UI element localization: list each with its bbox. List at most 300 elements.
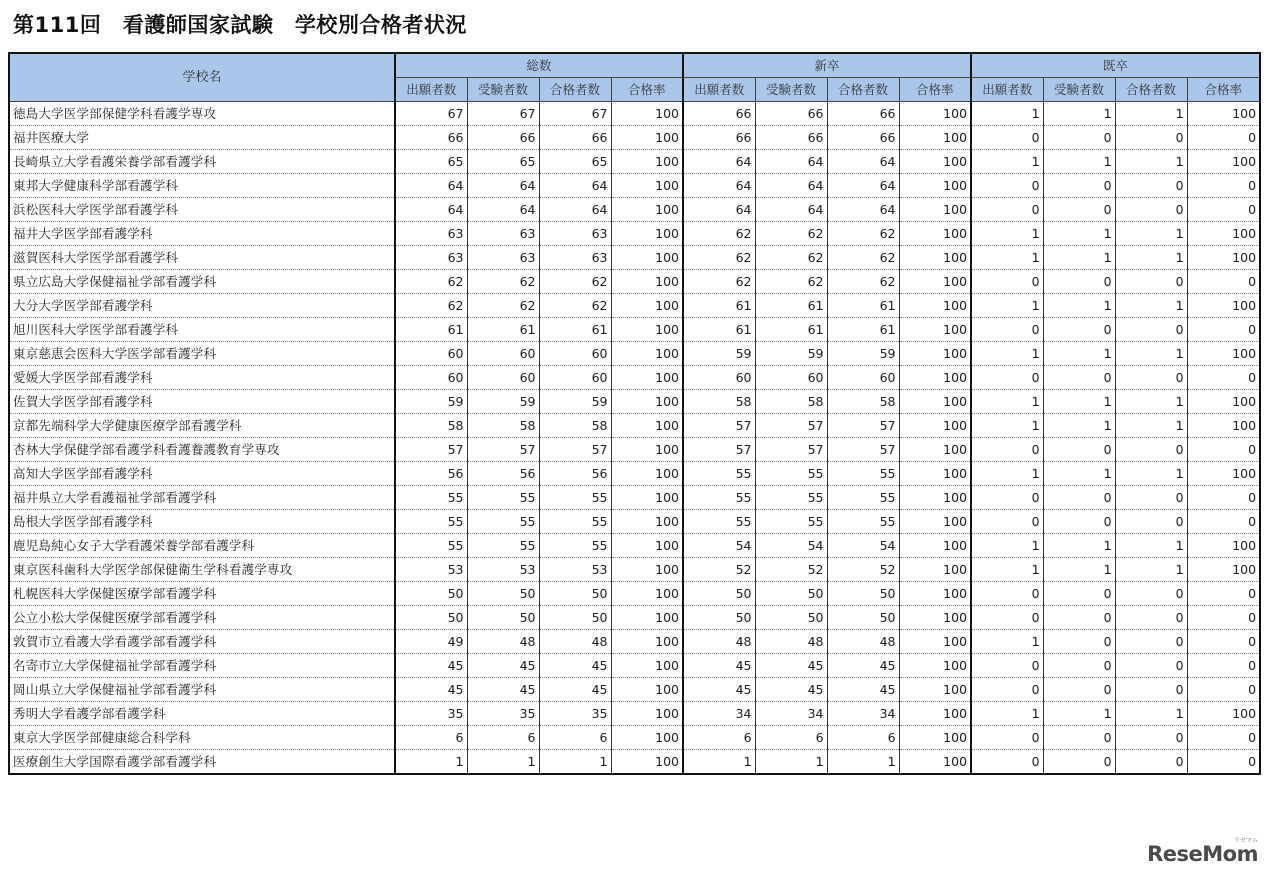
school-name-cell: 滋賀医科大学医学部看護学科 — [9, 246, 395, 270]
new-grad-passers-cell: 52 — [827, 558, 899, 582]
past-grad-applicants-cell: 1 — [971, 222, 1043, 246]
table-row — [9, 582, 1260, 606]
new-grad-applicants-cell: 55 — [683, 486, 755, 510]
table-row — [9, 150, 1260, 174]
total-examinees-cell: 60 — [467, 366, 539, 390]
total-applicants-cell: 65 — [395, 150, 467, 174]
total-passers-cell: 48 — [539, 630, 611, 654]
total-passers-cell: 63 — [539, 222, 611, 246]
past-grad-passers-cell: 1 — [1115, 246, 1187, 270]
group-header-total: 総数 — [395, 53, 683, 78]
total-pass-rate-cell: 100 — [611, 126, 683, 150]
total-applicants-cell: 62 — [395, 294, 467, 318]
col-header-applicants: 出願者数 — [971, 78, 1043, 102]
total-applicants-cell: 64 — [395, 198, 467, 222]
total-applicants-cell: 50 — [395, 582, 467, 606]
past-grad-pass-rate-cell: 0 — [1187, 270, 1260, 294]
past-grad-examinees-cell: 0 — [1043, 318, 1115, 342]
new-grad-examinees-cell: 66 — [755, 102, 827, 126]
past-grad-examinees-cell: 1 — [1043, 558, 1115, 582]
total-pass-rate-cell: 100 — [611, 606, 683, 630]
new-grad-pass-rate-cell: 100 — [899, 126, 971, 150]
total-pass-rate-cell: 100 — [611, 102, 683, 126]
col-header-examinees: 受験者数 — [755, 78, 827, 102]
new-grad-pass-rate-cell: 100 — [899, 558, 971, 582]
past-grad-examinees-cell: 1 — [1043, 534, 1115, 558]
total-pass-rate-cell: 100 — [611, 438, 683, 462]
total-pass-rate-cell: 100 — [611, 654, 683, 678]
past-grad-applicants-cell: 1 — [971, 102, 1043, 126]
table-row — [9, 174, 1260, 198]
past-grad-applicants-cell: 1 — [971, 462, 1043, 486]
total-examinees-cell: 45 — [467, 678, 539, 702]
total-passers-cell: 35 — [539, 702, 611, 726]
total-applicants-cell: 66 — [395, 126, 467, 150]
total-passers-cell: 62 — [539, 294, 611, 318]
table-row — [9, 294, 1260, 318]
total-examinees-cell: 48 — [467, 630, 539, 654]
total-passers-cell: 50 — [539, 606, 611, 630]
past-grad-applicants-cell: 0 — [971, 174, 1043, 198]
total-passers-cell: 58 — [539, 414, 611, 438]
total-passers-cell: 50 — [539, 582, 611, 606]
school-name-cell: 札幌医科大学保健医療学部看護学科 — [9, 582, 395, 606]
table-row — [9, 462, 1260, 486]
past-grad-pass-rate-cell: 100 — [1187, 246, 1260, 270]
total-pass-rate-cell: 100 — [611, 342, 683, 366]
new-grad-applicants-cell: 62 — [683, 246, 755, 270]
school-name-cell: 福井県立大学看護福祉学部看護学科 — [9, 486, 395, 510]
table-row — [9, 366, 1260, 390]
new-grad-examinees-cell: 58 — [755, 390, 827, 414]
total-applicants-cell: 35 — [395, 702, 467, 726]
school-name-cell: 鹿児島純心女子大学看護栄養学部看護学科 — [9, 534, 395, 558]
past-grad-passers-cell: 0 — [1115, 510, 1187, 534]
new-grad-examinees-cell: 57 — [755, 414, 827, 438]
past-grad-pass-rate-cell: 100 — [1187, 462, 1260, 486]
new-grad-passers-cell: 34 — [827, 702, 899, 726]
new-grad-passers-cell: 55 — [827, 510, 899, 534]
total-passers-cell: 60 — [539, 366, 611, 390]
past-grad-applicants-cell: 1 — [971, 246, 1043, 270]
total-pass-rate-cell: 100 — [611, 702, 683, 726]
table-row — [9, 222, 1260, 246]
total-examinees-cell: 63 — [467, 222, 539, 246]
new-grad-pass-rate-cell: 100 — [899, 630, 971, 654]
school-name-cell: 京都先端科学大学健康医療学部看護学科 — [9, 414, 395, 438]
new-grad-applicants-cell: 6 — [683, 726, 755, 750]
new-grad-applicants-cell: 66 — [683, 102, 755, 126]
total-examinees-cell: 66 — [467, 126, 539, 150]
total-applicants-cell: 1 — [395, 750, 467, 775]
new-grad-applicants-cell: 62 — [683, 270, 755, 294]
past-grad-examinees-cell: 0 — [1043, 630, 1115, 654]
past-grad-examinees-cell: 1 — [1043, 222, 1115, 246]
total-applicants-cell: 63 — [395, 246, 467, 270]
logo-text: ReseMom — [1147, 842, 1258, 866]
total-examinees-cell: 53 — [467, 558, 539, 582]
table-row — [9, 438, 1260, 462]
school-name-cell: 東邦大学健康科学部看護学科 — [9, 174, 395, 198]
new-grad-passers-cell: 64 — [827, 198, 899, 222]
new-grad-examinees-cell: 1 — [755, 750, 827, 775]
school-name-cell: 旭川医科大学医学部看護学科 — [9, 318, 395, 342]
total-pass-rate-cell: 100 — [611, 270, 683, 294]
new-grad-pass-rate-cell: 100 — [899, 726, 971, 750]
past-grad-applicants-cell: 0 — [971, 486, 1043, 510]
past-grad-pass-rate-cell: 0 — [1187, 198, 1260, 222]
new-grad-examinees-cell: 55 — [755, 462, 827, 486]
col-header-applicants: 出願者数 — [683, 78, 755, 102]
col-header-applicants: 出願者数 — [395, 78, 467, 102]
total-examinees-cell: 62 — [467, 294, 539, 318]
total-examinees-cell: 56 — [467, 462, 539, 486]
past-grad-passers-cell: 1 — [1115, 558, 1187, 582]
past-grad-applicants-cell: 1 — [971, 150, 1043, 174]
past-grad-pass-rate-cell: 100 — [1187, 414, 1260, 438]
new-grad-examinees-cell: 61 — [755, 318, 827, 342]
new-grad-passers-cell: 57 — [827, 414, 899, 438]
past-grad-examinees-cell: 1 — [1043, 462, 1115, 486]
past-grad-applicants-cell: 1 — [971, 558, 1043, 582]
past-grad-pass-rate-cell: 0 — [1187, 126, 1260, 150]
resemom-logo — [1147, 837, 1258, 866]
new-grad-passers-cell: 58 — [827, 390, 899, 414]
new-grad-examinees-cell: 45 — [755, 654, 827, 678]
total-applicants-cell: 50 — [395, 606, 467, 630]
total-pass-rate-cell: 100 — [611, 222, 683, 246]
new-grad-examinees-cell: 64 — [755, 174, 827, 198]
total-examinees-cell: 59 — [467, 390, 539, 414]
new-grad-applicants-cell: 55 — [683, 510, 755, 534]
new-grad-applicants-cell: 54 — [683, 534, 755, 558]
past-grad-applicants-cell: 1 — [971, 414, 1043, 438]
new-grad-applicants-cell: 64 — [683, 174, 755, 198]
school-name-cell: 公立小松大学保健医療学部看護学科 — [9, 606, 395, 630]
school-name-cell: 杏林大学保健学部看護学科看護養護教育学専攻 — [9, 438, 395, 462]
past-grad-pass-rate-cell: 100 — [1187, 558, 1260, 582]
group-header-new-grad: 新卒 — [683, 53, 971, 78]
table-row — [9, 414, 1260, 438]
new-grad-examinees-cell: 60 — [755, 366, 827, 390]
new-grad-passers-cell: 64 — [827, 174, 899, 198]
total-pass-rate-cell: 100 — [611, 462, 683, 486]
past-grad-applicants-cell: 0 — [971, 750, 1043, 775]
total-pass-rate-cell: 100 — [611, 366, 683, 390]
past-grad-pass-rate-cell: 100 — [1187, 342, 1260, 366]
total-examinees-cell: 50 — [467, 606, 539, 630]
total-applicants-cell: 60 — [395, 342, 467, 366]
school-name-header: 学校名 — [9, 53, 395, 102]
total-passers-cell: 65 — [539, 150, 611, 174]
total-applicants-cell: 57 — [395, 438, 467, 462]
new-grad-examinees-cell: 57 — [755, 438, 827, 462]
past-grad-passers-cell: 1 — [1115, 222, 1187, 246]
past-grad-pass-rate-cell: 0 — [1187, 438, 1260, 462]
school-name-cell: 福井大学医学部看護学科 — [9, 222, 395, 246]
new-grad-applicants-cell: 55 — [683, 462, 755, 486]
total-examinees-cell: 60 — [467, 342, 539, 366]
total-examinees-cell: 65 — [467, 150, 539, 174]
new-grad-applicants-cell: 62 — [683, 222, 755, 246]
new-grad-examinees-cell: 59 — [755, 342, 827, 366]
school-name-cell: 医療創生大学国際看護学部看護学科 — [9, 750, 395, 775]
table-row — [9, 270, 1260, 294]
new-grad-applicants-cell: 45 — [683, 654, 755, 678]
new-grad-pass-rate-cell: 100 — [899, 654, 971, 678]
total-pass-rate-cell: 100 — [611, 294, 683, 318]
past-grad-examinees-cell: 0 — [1043, 270, 1115, 294]
total-passers-cell: 61 — [539, 318, 611, 342]
total-pass-rate-cell: 100 — [611, 750, 683, 775]
school-name-cell: 愛媛大学医学部看護学科 — [9, 366, 395, 390]
past-grad-applicants-cell: 0 — [971, 654, 1043, 678]
table-row — [9, 702, 1260, 726]
new-grad-examinees-cell: 50 — [755, 606, 827, 630]
col-header-pass-rate: 合格率 — [1187, 78, 1260, 102]
total-pass-rate-cell: 100 — [611, 318, 683, 342]
col-header-examinees: 受験者数 — [1043, 78, 1115, 102]
new-grad-applicants-cell: 64 — [683, 150, 755, 174]
new-grad-pass-rate-cell: 100 — [899, 438, 971, 462]
total-applicants-cell: 6 — [395, 726, 467, 750]
new-grad-pass-rate-cell: 100 — [899, 702, 971, 726]
total-passers-cell: 64 — [539, 174, 611, 198]
new-grad-pass-rate-cell: 100 — [899, 150, 971, 174]
past-grad-applicants-cell: 0 — [971, 438, 1043, 462]
past-grad-examinees-cell: 1 — [1043, 294, 1115, 318]
school-name-cell: 徳島大学医学部保健学科看護学専攻 — [9, 102, 395, 126]
new-grad-applicants-cell: 57 — [683, 414, 755, 438]
new-grad-applicants-cell: 60 — [683, 366, 755, 390]
total-passers-cell: 66 — [539, 126, 611, 150]
school-name-cell: 県立広島大学保健福祉学部看護学科 — [9, 270, 395, 294]
past-grad-examinees-cell: 0 — [1043, 678, 1115, 702]
school-name-cell: 大分大学医学部看護学科 — [9, 294, 395, 318]
past-grad-examinees-cell: 0 — [1043, 750, 1115, 775]
new-grad-examinees-cell: 54 — [755, 534, 827, 558]
new-grad-pass-rate-cell: 100 — [899, 678, 971, 702]
new-grad-examinees-cell: 55 — [755, 486, 827, 510]
total-passers-cell: 63 — [539, 246, 611, 270]
past-grad-pass-rate-cell: 0 — [1187, 510, 1260, 534]
total-pass-rate-cell: 100 — [611, 486, 683, 510]
total-passers-cell: 60 — [539, 342, 611, 366]
past-grad-passers-cell: 1 — [1115, 414, 1187, 438]
past-grad-examinees-cell: 1 — [1043, 702, 1115, 726]
total-pass-rate-cell: 100 — [611, 558, 683, 582]
past-grad-passers-cell: 0 — [1115, 486, 1187, 510]
total-pass-rate-cell: 100 — [611, 510, 683, 534]
new-grad-examinees-cell: 48 — [755, 630, 827, 654]
new-grad-passers-cell: 66 — [827, 102, 899, 126]
past-grad-passers-cell: 0 — [1115, 366, 1187, 390]
new-grad-passers-cell: 1 — [827, 750, 899, 775]
school-name-cell: 浜松医科大学医学部看護学科 — [9, 198, 395, 222]
past-grad-passers-cell: 1 — [1115, 534, 1187, 558]
new-grad-pass-rate-cell: 100 — [899, 390, 971, 414]
past-grad-passers-cell: 0 — [1115, 630, 1187, 654]
logo-subtext: リセマム — [1234, 837, 1258, 844]
new-grad-pass-rate-cell: 100 — [899, 414, 971, 438]
past-grad-passers-cell: 0 — [1115, 318, 1187, 342]
past-grad-passers-cell: 0 — [1115, 678, 1187, 702]
total-passers-cell: 55 — [539, 486, 611, 510]
new-grad-passers-cell: 60 — [827, 366, 899, 390]
total-examinees-cell: 45 — [467, 654, 539, 678]
total-passers-cell: 62 — [539, 270, 611, 294]
total-examinees-cell: 1 — [467, 750, 539, 775]
new-grad-passers-cell: 45 — [827, 678, 899, 702]
total-passers-cell: 6 — [539, 726, 611, 750]
new-grad-pass-rate-cell: 100 — [899, 486, 971, 510]
new-grad-applicants-cell: 50 — [683, 606, 755, 630]
past-grad-pass-rate-cell: 0 — [1187, 630, 1260, 654]
table-row — [9, 486, 1260, 510]
table-body — [9, 102, 1260, 775]
past-grad-passers-cell: 0 — [1115, 438, 1187, 462]
past-grad-passers-cell: 0 — [1115, 606, 1187, 630]
total-applicants-cell: 64 — [395, 174, 467, 198]
past-grad-examinees-cell: 0 — [1043, 726, 1115, 750]
past-grad-examinees-cell: 0 — [1043, 198, 1115, 222]
total-pass-rate-cell: 100 — [611, 726, 683, 750]
page-title: 第111回 看護師国家試験 学校別合格者状況 — [13, 13, 467, 37]
past-grad-examinees-cell: 0 — [1043, 654, 1115, 678]
past-grad-examinees-cell: 0 — [1043, 438, 1115, 462]
past-grad-applicants-cell: 0 — [971, 198, 1043, 222]
new-grad-passers-cell: 50 — [827, 582, 899, 606]
col-header-passers: 合格者数 — [539, 78, 611, 102]
total-examinees-cell: 64 — [467, 198, 539, 222]
total-examinees-cell: 64 — [467, 174, 539, 198]
past-grad-passers-cell: 1 — [1115, 462, 1187, 486]
new-grad-passers-cell: 59 — [827, 342, 899, 366]
past-grad-pass-rate-cell: 0 — [1187, 678, 1260, 702]
total-examinees-cell: 50 — [467, 582, 539, 606]
past-grad-pass-rate-cell: 0 — [1187, 606, 1260, 630]
new-grad-pass-rate-cell: 100 — [899, 318, 971, 342]
new-grad-passers-cell: 45 — [827, 654, 899, 678]
new-grad-pass-rate-cell: 100 — [899, 270, 971, 294]
col-header-pass-rate: 合格率 — [611, 78, 683, 102]
past-grad-passers-cell: 0 — [1115, 270, 1187, 294]
past-grad-applicants-cell: 0 — [971, 726, 1043, 750]
total-pass-rate-cell: 100 — [611, 198, 683, 222]
total-passers-cell: 53 — [539, 558, 611, 582]
new-grad-pass-rate-cell: 100 — [899, 246, 971, 270]
results-table — [8, 52, 1261, 775]
past-grad-pass-rate-cell: 0 — [1187, 750, 1260, 775]
new-grad-passers-cell: 48 — [827, 630, 899, 654]
table-row — [9, 342, 1260, 366]
new-grad-examinees-cell: 34 — [755, 702, 827, 726]
total-examinees-cell: 63 — [467, 246, 539, 270]
new-grad-pass-rate-cell: 100 — [899, 366, 971, 390]
past-grad-applicants-cell: 0 — [971, 606, 1043, 630]
past-grad-passers-cell: 1 — [1115, 102, 1187, 126]
new-grad-pass-rate-cell: 100 — [899, 462, 971, 486]
new-grad-examinees-cell: 66 — [755, 126, 827, 150]
total-pass-rate-cell: 100 — [611, 390, 683, 414]
new-grad-applicants-cell: 50 — [683, 582, 755, 606]
table-row — [9, 606, 1260, 630]
past-grad-pass-rate-cell: 0 — [1187, 366, 1260, 390]
total-examinees-cell: 58 — [467, 414, 539, 438]
school-name-cell: 島根大学医学部看護学科 — [9, 510, 395, 534]
new-grad-pass-rate-cell: 100 — [899, 606, 971, 630]
new-grad-examinees-cell: 55 — [755, 510, 827, 534]
total-examinees-cell: 62 — [467, 270, 539, 294]
new-grad-passers-cell: 54 — [827, 534, 899, 558]
past-grad-examinees-cell: 0 — [1043, 582, 1115, 606]
past-grad-pass-rate-cell: 0 — [1187, 654, 1260, 678]
past-grad-passers-cell: 0 — [1115, 750, 1187, 775]
past-grad-applicants-cell: 0 — [971, 582, 1043, 606]
new-grad-passers-cell: 61 — [827, 318, 899, 342]
total-applicants-cell: 55 — [395, 534, 467, 558]
table-row — [9, 750, 1260, 775]
table-row — [9, 198, 1260, 222]
school-name-cell: 東京医科歯科大学医学部保健衛生学科看護学専攻 — [9, 558, 395, 582]
total-passers-cell: 57 — [539, 438, 611, 462]
past-grad-applicants-cell: 1 — [971, 294, 1043, 318]
total-applicants-cell: 62 — [395, 270, 467, 294]
total-applicants-cell: 67 — [395, 102, 467, 126]
school-name-cell: 東京大学医学部健康総合科学科 — [9, 726, 395, 750]
total-passers-cell: 55 — [539, 510, 611, 534]
school-name-cell: 佐賀大学医学部看護学科 — [9, 390, 395, 414]
past-grad-passers-cell: 1 — [1115, 294, 1187, 318]
past-grad-examinees-cell: 1 — [1043, 102, 1115, 126]
new-grad-examinees-cell: 62 — [755, 222, 827, 246]
past-grad-passers-cell: 1 — [1115, 150, 1187, 174]
total-applicants-cell: 55 — [395, 510, 467, 534]
past-grad-pass-rate-cell: 100 — [1187, 150, 1260, 174]
past-grad-pass-rate-cell: 100 — [1187, 222, 1260, 246]
total-applicants-cell: 53 — [395, 558, 467, 582]
school-name-cell: 長崎県立大学看護栄養学部看護学科 — [9, 150, 395, 174]
new-grad-examinees-cell: 52 — [755, 558, 827, 582]
new-grad-examinees-cell: 62 — [755, 270, 827, 294]
new-grad-passers-cell: 62 — [827, 246, 899, 270]
new-grad-examinees-cell: 61 — [755, 294, 827, 318]
new-grad-applicants-cell: 64 — [683, 198, 755, 222]
past-grad-applicants-cell: 1 — [971, 630, 1043, 654]
past-grad-examinees-cell: 1 — [1043, 150, 1115, 174]
past-grad-passers-cell: 0 — [1115, 126, 1187, 150]
past-grad-pass-rate-cell: 100 — [1187, 294, 1260, 318]
total-applicants-cell: 61 — [395, 318, 467, 342]
new-grad-pass-rate-cell: 100 — [899, 198, 971, 222]
school-name-cell: 福井医療大学 — [9, 126, 395, 150]
table-row — [9, 654, 1260, 678]
past-grad-pass-rate-cell: 0 — [1187, 726, 1260, 750]
school-name-cell: 岡山県立大学保健福祉学部看護学科 — [9, 678, 395, 702]
school-name-cell: 名寄市立大学保健福祉学部看護学科 — [9, 654, 395, 678]
total-passers-cell: 45 — [539, 678, 611, 702]
table-row — [9, 558, 1260, 582]
total-pass-rate-cell: 100 — [611, 534, 683, 558]
past-grad-pass-rate-cell: 100 — [1187, 534, 1260, 558]
total-examinees-cell: 61 — [467, 318, 539, 342]
new-grad-applicants-cell: 57 — [683, 438, 755, 462]
new-grad-pass-rate-cell: 100 — [899, 342, 971, 366]
past-grad-examinees-cell: 0 — [1043, 486, 1115, 510]
new-grad-applicants-cell: 34 — [683, 702, 755, 726]
total-applicants-cell: 55 — [395, 486, 467, 510]
total-examinees-cell: 35 — [467, 702, 539, 726]
